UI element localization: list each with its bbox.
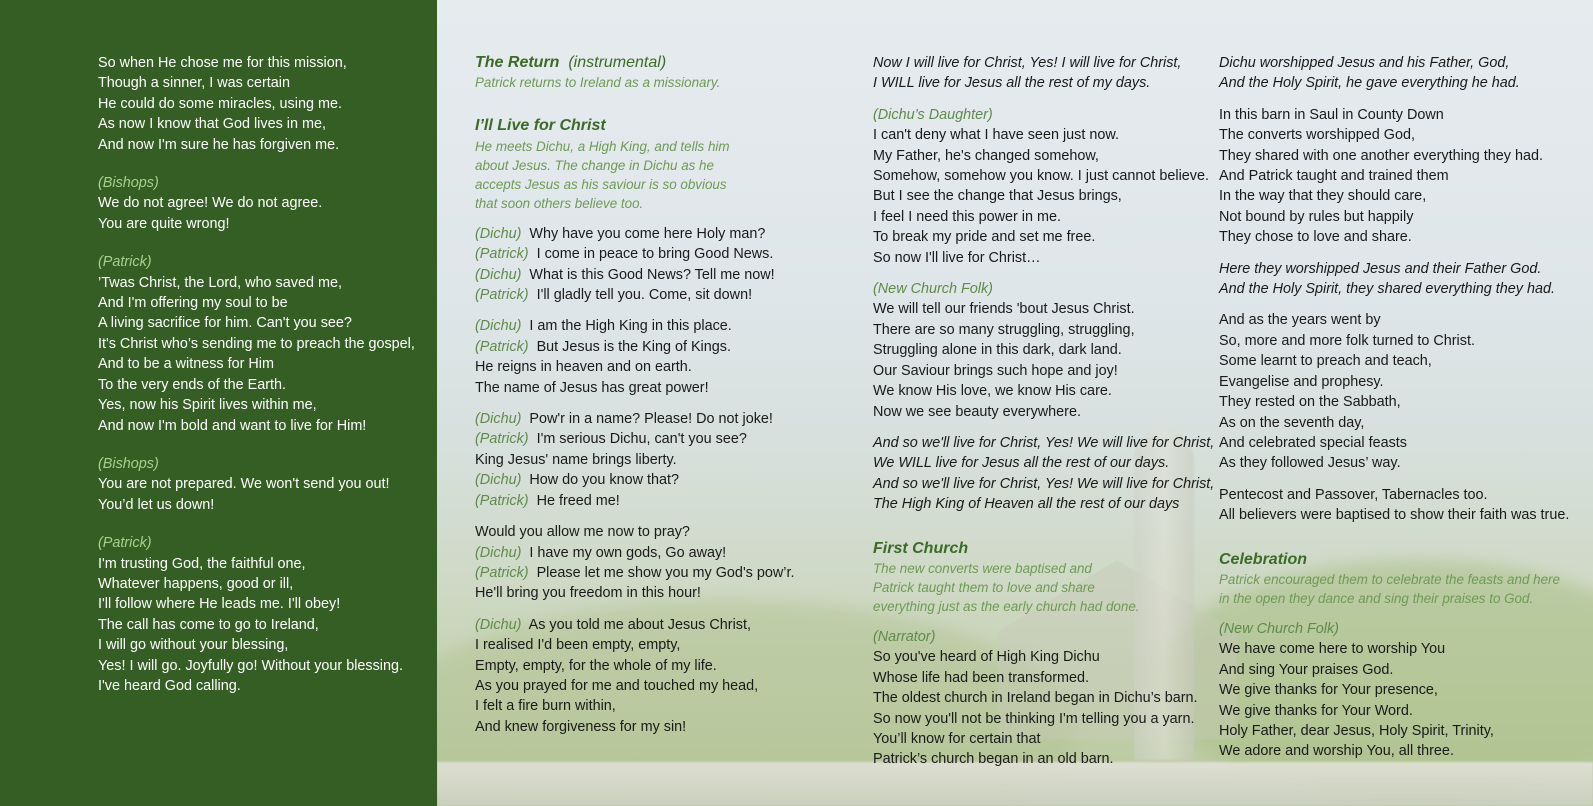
stanza-bishops-1	[98, 193, 415, 234]
section-heading-the-return	[475, 53, 794, 73]
role-label-patrick: (Patrick)	[98, 535, 152, 552]
stanza-narrator	[873, 647, 1214, 769]
text-line: A living sacrifice for him. Can't you see?	[98, 315, 352, 332]
text-line: Holy Father, dear Jesus, Holy Spirit, Trinity,	[1219, 722, 1494, 739]
text-line: And the Holy Spirit, he gave everything he had.	[1219, 75, 1520, 92]
text-line: They shared with one another everything they had.	[1219, 147, 1543, 164]
text-line: It's Christ who’s sending me to preach the gospel,	[98, 335, 415, 352]
text-line: about Jesus. The change in Dichu as he	[475, 157, 714, 173]
dialogue-line	[475, 265, 794, 285]
text-line: As they followed Jesus’ way.	[1219, 455, 1401, 472]
text-line: To the very ends of the Earth.	[98, 376, 286, 393]
role-label-narrator: (Narrator)	[873, 628, 936, 645]
text-line: And as the years went by	[1219, 312, 1381, 329]
column-4	[1219, 53, 1569, 762]
dialogue-line	[475, 563, 794, 583]
dialogue-line	[475, 285, 794, 305]
text-line: I will go without your blessing,	[98, 637, 289, 654]
text-line: The converts worshipped God,	[1219, 127, 1415, 144]
text-line: And the Holy Spirit, they shared everything they had.	[1219, 281, 1555, 298]
text-line: My Father, he's changed somehow,	[873, 147, 1099, 164]
text-line: Patrick encouraged them to celebrate the feasts and here	[1219, 571, 1560, 587]
dialogue-text: And knew forgiveness for my sin!	[475, 718, 687, 735]
dialogue-text: But Jesus is the King of Kings.	[536, 338, 731, 355]
speaker-label: (Dichu)	[475, 225, 522, 242]
text-line: They chose to love and share.	[1219, 229, 1412, 246]
dialogue-line	[475, 378, 794, 398]
text-line: Dichu worshipped Jesus and his Father, God,	[1219, 55, 1510, 71]
stanza-new-church-folk	[1219, 639, 1569, 761]
dialogue-line	[475, 409, 794, 429]
text-line: Patrick taught them to love and share	[873, 579, 1095, 595]
role-label-new-church-folk: (New Church Folk)	[873, 281, 993, 298]
dialogue-text: I am the High King in this place.	[529, 318, 732, 335]
role-label-new-church-folk: (New Church Folk)	[1219, 620, 1339, 637]
section-heading-first-church: First Church	[873, 539, 969, 557]
dialogue-line	[475, 224, 794, 244]
text-line: Yes! I will go. Joyfully go! Without your blessing.	[98, 657, 404, 674]
dialogue-line	[475, 316, 794, 336]
stanza-new-church-folk	[873, 299, 1214, 421]
dialogue-text: How do you know that?	[529, 472, 679, 489]
dialogue-line	[475, 635, 794, 655]
text-line: I'm trusting God, the faithful one,	[98, 555, 306, 572]
text-line: Pentecost and Passover, Tabernacles too.	[1219, 486, 1488, 503]
text-line: But I see the change that Jesus brings,	[873, 188, 1122, 205]
speaker-label: (Dichu)	[475, 472, 522, 489]
text-line: You are not prepared. We won't send you out!	[98, 476, 390, 493]
section-description	[1219, 570, 1569, 608]
speaker-label: (Patrick)	[475, 492, 529, 509]
dialogue-text: Why have you come here Holy man?	[529, 225, 766, 242]
text-line: So now you'll not be thinking I'm telling you a yarn.	[873, 710, 1195, 727]
text-line: accepts Jesus as his saviour is so obvious	[475, 176, 727, 192]
dialogue-text: Empty, empty, for the whole of my life.	[475, 657, 717, 674]
dialogue-text: The name of Jesus has great power!	[475, 379, 709, 396]
stanza-bishops-2	[98, 474, 415, 515]
text-line: Some learnt to preach and teach,	[1219, 353, 1432, 370]
column-2	[475, 53, 794, 737]
dialogue-block	[475, 409, 794, 511]
dialogue-text: King Jesus' name brings liberty.	[475, 451, 677, 468]
text-line: So now I'll live for Christ…	[873, 249, 1041, 266]
text-line: everything just as the early church had done.	[873, 598, 1140, 614]
stanza-patrick-1	[98, 273, 415, 436]
text-line: So you've heard of High King Dichu	[873, 649, 1100, 666]
text-line: Whatever happens, good or ill,	[98, 575, 294, 592]
dialogue-text: Would you allow me now to pray?	[475, 524, 690, 541]
text-line: All believers were baptised to show their faith was true.	[1219, 507, 1570, 524]
text-line: The call has come to go to Ireland,	[98, 616, 319, 633]
section-subtitle: (instrumental)	[568, 54, 667, 71]
dialogue-line	[475, 429, 794, 449]
text-line: in the open they dance and sing their praises to God.	[1219, 590, 1534, 606]
text-line: Whose life had been transformed.	[873, 669, 1089, 686]
dialogue-text: I'm serious Dichu, can't you see?	[536, 431, 747, 448]
text-line: And now I'm bold and want to live for Him!	[98, 417, 367, 434]
speaker-label: (Dichu)	[475, 411, 522, 428]
speaker-label: (Patrick)	[475, 246, 529, 263]
dialogue-line	[475, 357, 794, 377]
text-line: In the way that they should care,	[1219, 188, 1427, 205]
chorus	[1219, 53, 1569, 94]
stanza-years	[1219, 310, 1569, 473]
dialogue-line	[475, 450, 794, 470]
text-line: Here they worshipped Jesus and their Father God.	[1219, 260, 1542, 277]
dialogue-block	[475, 615, 794, 737]
chorus	[873, 53, 1214, 94]
column-3	[873, 53, 1214, 770]
role-label-daughter: (Dichu’s Daughter)	[873, 106, 993, 123]
text-line: You’ll know for certain that	[873, 730, 1041, 747]
text-line: And so we'll live for Christ, Yes! We will live for Christ,	[873, 475, 1215, 492]
dialogue-line	[475, 676, 794, 696]
text-line: We know His love, we know His care.	[873, 383, 1112, 400]
dialogue-text: I have my own gods, Go away!	[529, 544, 727, 561]
stanza-patrick-2	[98, 554, 415, 697]
dialogue-text: Please let me show you my God's pow’r.	[536, 564, 795, 581]
text-line: And I'm offering my soul to be	[98, 295, 288, 312]
text-line: Not bound by rules but happily	[1219, 208, 1414, 225]
section-heading-live-for-christ: I’ll Live for Christ	[475, 117, 606, 135]
dialogue-line	[475, 491, 794, 511]
text-line: Patrick’s church began in an old barn.	[873, 751, 1114, 768]
dialogue-line	[475, 470, 794, 490]
speaker-label: (Dichu)	[475, 616, 522, 633]
text-line: And so we'll live for Christ, Yes! We will live for Christ,	[873, 434, 1215, 451]
section-heading-celebration: Celebration	[1219, 550, 1308, 568]
text-line: You are quite wrong!	[98, 215, 230, 232]
text-line: We WILL live for Jesus all the rest of our days.	[873, 455, 1170, 472]
text-line: I feel I need this power in me.	[873, 208, 1061, 225]
speaker-label: (Dichu)	[475, 544, 522, 561]
text-line: We give thanks for Your Word.	[1219, 702, 1413, 719]
section-description	[475, 137, 794, 213]
stanza-patrick-mission	[98, 53, 415, 155]
text-line: that soon others believe too.	[475, 195, 644, 211]
section-title: The Return	[475, 54, 560, 71]
text-line: I WILL live for Jesus all the rest of my days.	[873, 75, 1151, 92]
speaker-label: (Dichu)	[475, 318, 522, 335]
text-line: And to be a witness for Him	[98, 356, 274, 373]
role-label-bishops: (Bishops)	[98, 175, 159, 192]
text-line: They rested on the Sabbath,	[1219, 394, 1401, 411]
role-label-patrick: (Patrick)	[98, 254, 152, 271]
text-line: I'll follow where He leads me. I'll obey!	[98, 596, 341, 613]
speaker-label: (Patrick)	[475, 338, 529, 355]
text-line: Somehow, somehow you know. I just cannot believe.	[873, 168, 1209, 185]
text-line: ’Twas Christ, the Lord, who saved me,	[98, 274, 342, 291]
chorus	[873, 433, 1214, 515]
dialogue-line	[475, 244, 794, 264]
dialogue-text: Pow'r in a name? Please! Do not joke!	[529, 411, 773, 428]
section-description: Patrick returns to Ireland as a missionary.	[475, 75, 721, 91]
text-line: And now I'm sure he has forgiven me.	[98, 136, 340, 153]
dialogue-text: As you prayed for me and touched my head,	[475, 677, 759, 694]
text-line: And celebrated special feasts	[1219, 434, 1407, 451]
text-line: We give thanks for Your presence,	[1219, 682, 1438, 699]
dialogue-text: He freed me!	[536, 492, 620, 509]
text-line: Struggling alone in this dark, dark land.	[873, 342, 1122, 359]
text-line: The new converts were baptised and	[873, 560, 1092, 576]
dialogue-line	[475, 696, 794, 716]
dialogue-line	[475, 543, 794, 563]
text-line: We will tell our friends 'bout Jesus Christ.	[873, 301, 1135, 318]
text-line: He could do some miracles, using me.	[98, 95, 342, 112]
text-line: I can't deny what I have seen just now.	[873, 127, 1119, 144]
stanza-pentecost	[1219, 485, 1569, 526]
speaker-label: (Patrick)	[475, 287, 529, 304]
text-line: As on the seventh day,	[1219, 414, 1365, 431]
text-line: Now I will live for Christ, Yes! I will live for Christ,	[873, 55, 1182, 71]
text-line: The High King of Heaven all the rest of our days	[873, 496, 1180, 513]
dialogue-text: As you told me about Jesus Christ,	[528, 616, 751, 633]
text-line: Our Saviour brings such hope and joy!	[873, 362, 1118, 379]
text-line: Evangelise and prophesy.	[1219, 373, 1384, 390]
role-label-bishops: (Bishops)	[98, 455, 159, 472]
column-1	[98, 53, 415, 696]
text-line: I've heard God calling.	[98, 677, 241, 694]
text-line: In this barn in Saul in County Down	[1219, 106, 1444, 123]
dialogue-block	[475, 224, 794, 306]
dialogue-text: I felt a fire burn within,	[475, 698, 616, 715]
dialogue-text: He'll bring you freedom in this hour!	[475, 585, 701, 602]
dialogue-text: I realised I'd been empty, empty,	[475, 637, 681, 654]
text-line: There are so many struggling, struggling,	[873, 321, 1135, 338]
text-line: So, more and more folk turned to Christ.	[1219, 332, 1475, 349]
dialogue-text: I'll gladly tell you. Come, sit down!	[536, 287, 753, 304]
dialogue-line	[475, 656, 794, 676]
text-line: We adore and worship You, all three.	[1219, 743, 1454, 760]
text-line: As now I know that God lives in me,	[98, 116, 326, 133]
dialogue-line	[475, 615, 794, 635]
dialogue-line	[475, 717, 794, 737]
dialogue-line	[475, 583, 794, 603]
text-line: We have come here to worship You	[1219, 641, 1446, 658]
text-line: You’d let us down!	[98, 496, 215, 513]
text-line: So when He chose me for this mission,	[98, 55, 347, 71]
text-line: To break my pride and set me free.	[873, 229, 1096, 246]
left-green-panel	[0, 0, 437, 806]
dialogue-text: What is this Good News? Tell me now!	[529, 266, 775, 283]
stanza-daughter	[873, 125, 1214, 268]
text-line: And Patrick taught and trained them	[1219, 168, 1449, 185]
speaker-label: (Patrick)	[475, 564, 529, 581]
text-line: Though a sinner, I was certain	[98, 75, 290, 92]
stanza-barn	[1219, 105, 1569, 248]
text-line: The oldest church in Ireland began in Dichu’s barn.	[873, 690, 1198, 707]
text-line: We do not agree! We do not agree.	[98, 195, 323, 212]
dialogue-block	[475, 522, 794, 604]
text-line: Yes, now his Spirit lives within me,	[98, 397, 317, 414]
dialogue-text: I come in peace to bring Good News.	[536, 246, 774, 263]
text-line: Now we see beauty everywhere.	[873, 403, 1081, 420]
chorus	[1219, 259, 1569, 300]
speaker-label: (Patrick)	[475, 431, 529, 448]
text-line: And sing Your praises God.	[1219, 661, 1394, 678]
dialogue-line	[475, 522, 794, 542]
dialogue-text: He reigns in heaven and on earth.	[475, 359, 692, 376]
speaker-label: (Dichu)	[475, 266, 522, 283]
dialogue-line	[475, 337, 794, 357]
dialogue-block	[475, 316, 794, 398]
text-line: He meets Dichu, a High King, and tells him	[475, 138, 730, 154]
section-description	[873, 559, 1214, 616]
